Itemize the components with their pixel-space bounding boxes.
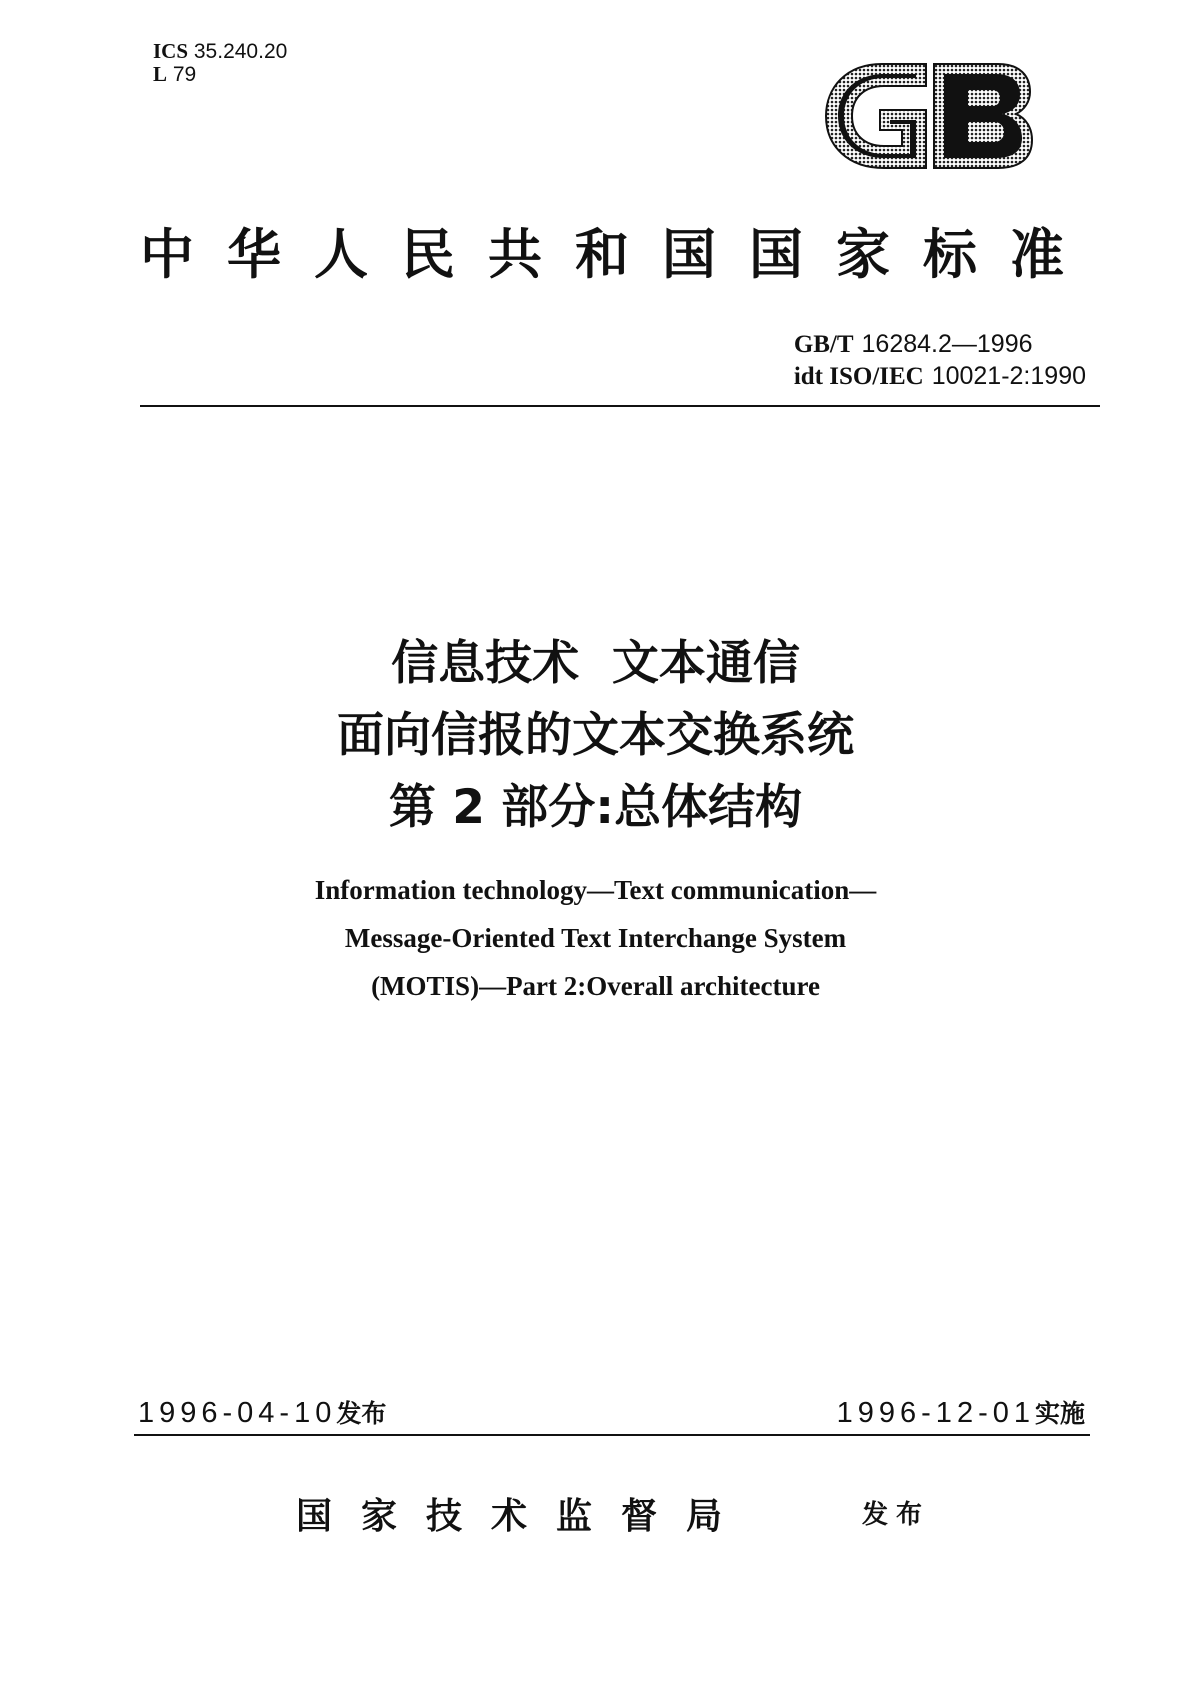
- gb-number: 16284.2—1996: [861, 330, 1033, 358]
- implementation-date-label: 实施: [1034, 1399, 1085, 1428]
- header-divider: [140, 405, 1100, 407]
- idt-number: 10021-2:1990: [931, 362, 1086, 390]
- english-title: [0, 866, 1191, 1010]
- implementation-date-value: 1996-12-01: [836, 1397, 1035, 1429]
- publisher-label: 发布: [862, 1500, 931, 1530]
- chinese-title-line-2: 面向信报的文本交换系统: [337, 708, 854, 763]
- issue-date: [138, 1394, 386, 1430]
- gb-logo: [822, 60, 1034, 172]
- ics-code-line: [153, 40, 287, 63]
- footer-divider: [134, 1434, 1090, 1436]
- idt-standard-number: [794, 360, 1086, 392]
- national-standard-title: 中华人民共和国国家标准: [140, 222, 1097, 286]
- idt-label: idt ISO/IEC: [793, 363, 924, 390]
- chinese-title-line-3: 第 2 部分:总体结构: [388, 780, 803, 835]
- ccs-code-line: [153, 63, 287, 86]
- ics-label: ICS: [153, 39, 189, 63]
- gb-standard-number: [794, 328, 1086, 360]
- english-title-line-3: (MOTIS)—Part 2:Overall architecture: [371, 971, 820, 1001]
- publisher-name: 国家技术监督局: [296, 1495, 752, 1537]
- chinese-title-line-1: 信息技术 文本通信: [391, 636, 800, 691]
- classification-codes: [153, 40, 287, 86]
- english-title-line-1: Information technology—Text communication—: [314, 875, 877, 905]
- standard-numbers: [794, 328, 1086, 392]
- ccs-code: 79: [172, 63, 197, 86]
- issue-date-label: 发布: [336, 1399, 387, 1428]
- chinese-title: [0, 628, 1191, 844]
- gb-label: GB/T: [793, 331, 854, 358]
- issue-date-value: 1996-04-10: [138, 1397, 337, 1429]
- ccs-label: L: [153, 62, 168, 86]
- ics-code: 35.240.20: [193, 40, 288, 63]
- implementation-date: [837, 1394, 1085, 1430]
- english-title-line-2: Message-Oriented Text Interchange System: [344, 923, 847, 953]
